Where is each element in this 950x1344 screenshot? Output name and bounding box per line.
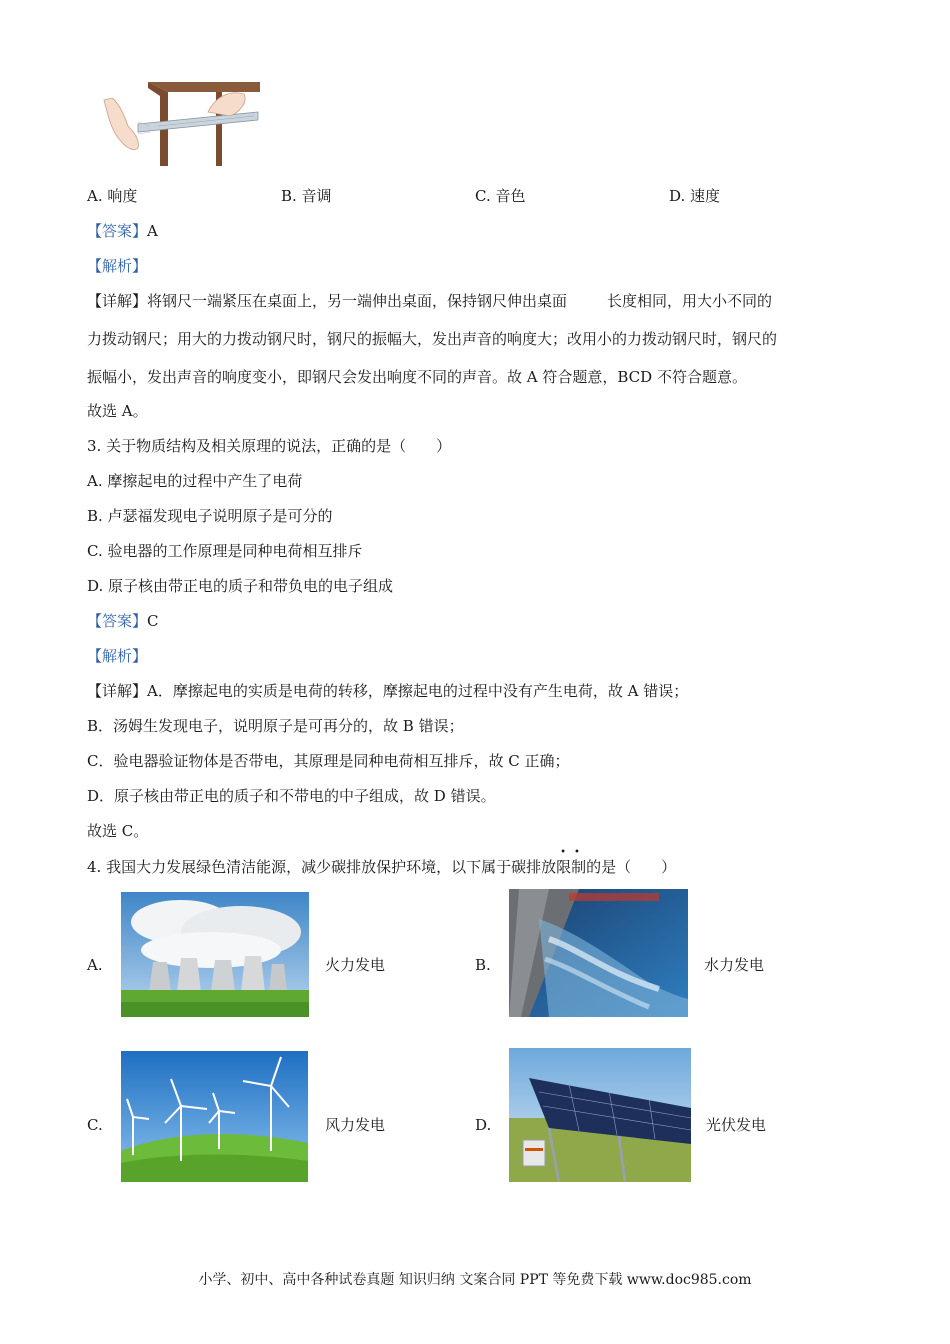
q3-detail-line3: C．验电器验证物体是否带电，其原理是同种电荷相互排斥，故 C 正确；: [87, 752, 570, 770]
q4-option-d-caption: 光伏发电: [706, 1116, 767, 1134]
q2-detail-line1: 【详解】将钢尺一端紧压在桌面上，另一端伸出桌面，保持钢尺伸出桌面 长度相同，用大小不同的: [87, 292, 773, 310]
q4-option-c-caption: 风力发电: [325, 1116, 386, 1134]
q3-detail-line1: 【详解】A．摩擦起电的实质是电荷的转移，摩擦起电的过程中没有产生电荷，故 A 错误；: [87, 682, 689, 700]
q4-option-d-letter: D.: [475, 1116, 492, 1134]
hydro-power-image: [509, 889, 688, 1017]
q3-option-a: A. 摩擦起电的过程中产生了电荷: [87, 472, 303, 490]
q2-analysis-tag: 【解析】: [87, 257, 148, 275]
ruler-table-illustration: [98, 82, 260, 166]
q3-conclusion: 故选 C。: [87, 822, 149, 840]
q2-option-b: B. 音调: [281, 187, 332, 205]
q2-answer: 【答案】A: [87, 222, 158, 240]
wind-power-image: [121, 1051, 308, 1182]
q3-option-c: C. 验电器的工作原理是同种电荷相互排斥: [87, 542, 363, 560]
q2-option-c: C. 音色: [475, 187, 526, 205]
page-footer: 小学、初中、高中各种试卷真题 知识归纳 文案合同 PPT 等免费下载 www.doc985.com: [198, 1272, 752, 1288]
q3-detail-line2: B．汤姆生发现电子，说明原子是可再分的，故 B 错误；: [87, 717, 464, 735]
q3-option-d: D. 原子核由带正电的质子和带负电的电子组成: [87, 577, 394, 595]
q3-answer: 【答案】C: [87, 612, 159, 630]
q2-detail-line3: 振幅小，发出声音的响度变小，即钢尺会发出响度不同的声音。故 A 符合题意，BCD 不符合题意。: [87, 368, 747, 386]
q3-analysis-tag: 【解析】: [87, 647, 148, 665]
q2-option-d: D. 速度: [669, 187, 721, 205]
q4-option-b-letter: B.: [475, 956, 491, 974]
q2-detail-line2: 力拨动钢尺；用大的力拨动钢尺时，钢尺的振幅大，发出声音的响度大；改用小的力拨动钢尺时，钢尺的: [87, 330, 778, 348]
q4-stem: 4. 我国大力发展绿色清洁能源，减少碳排放保护环境，以下属于碳排放 •• 限制的是（ ）: [87, 847, 677, 876]
solar-power-image: [509, 1048, 691, 1182]
thermal-power-image: [121, 892, 309, 1017]
q4-option-b-caption: 水力发电: [704, 956, 765, 974]
q4-option-a-caption: 火力发电: [325, 956, 386, 974]
q4-option-c-letter: C.: [87, 1116, 103, 1134]
q3-stem: 3. 关于物质结构及相关原理的说法，正确的是（ ）: [87, 437, 452, 455]
q2-conclusion: 故选 A。: [87, 402, 148, 420]
q4-option-a-letter: A.: [87, 956, 103, 974]
q3-detail-line4: D．原子核由带正电的质子和不带电的中子组成，故 D 错误。: [87, 787, 496, 805]
emphasis-dots: ••: [560, 847, 588, 858]
q3-option-b: B. 卢瑟福发现电子说明原子是可分的: [87, 507, 333, 525]
q2-option-a: A. 响度: [87, 187, 138, 205]
